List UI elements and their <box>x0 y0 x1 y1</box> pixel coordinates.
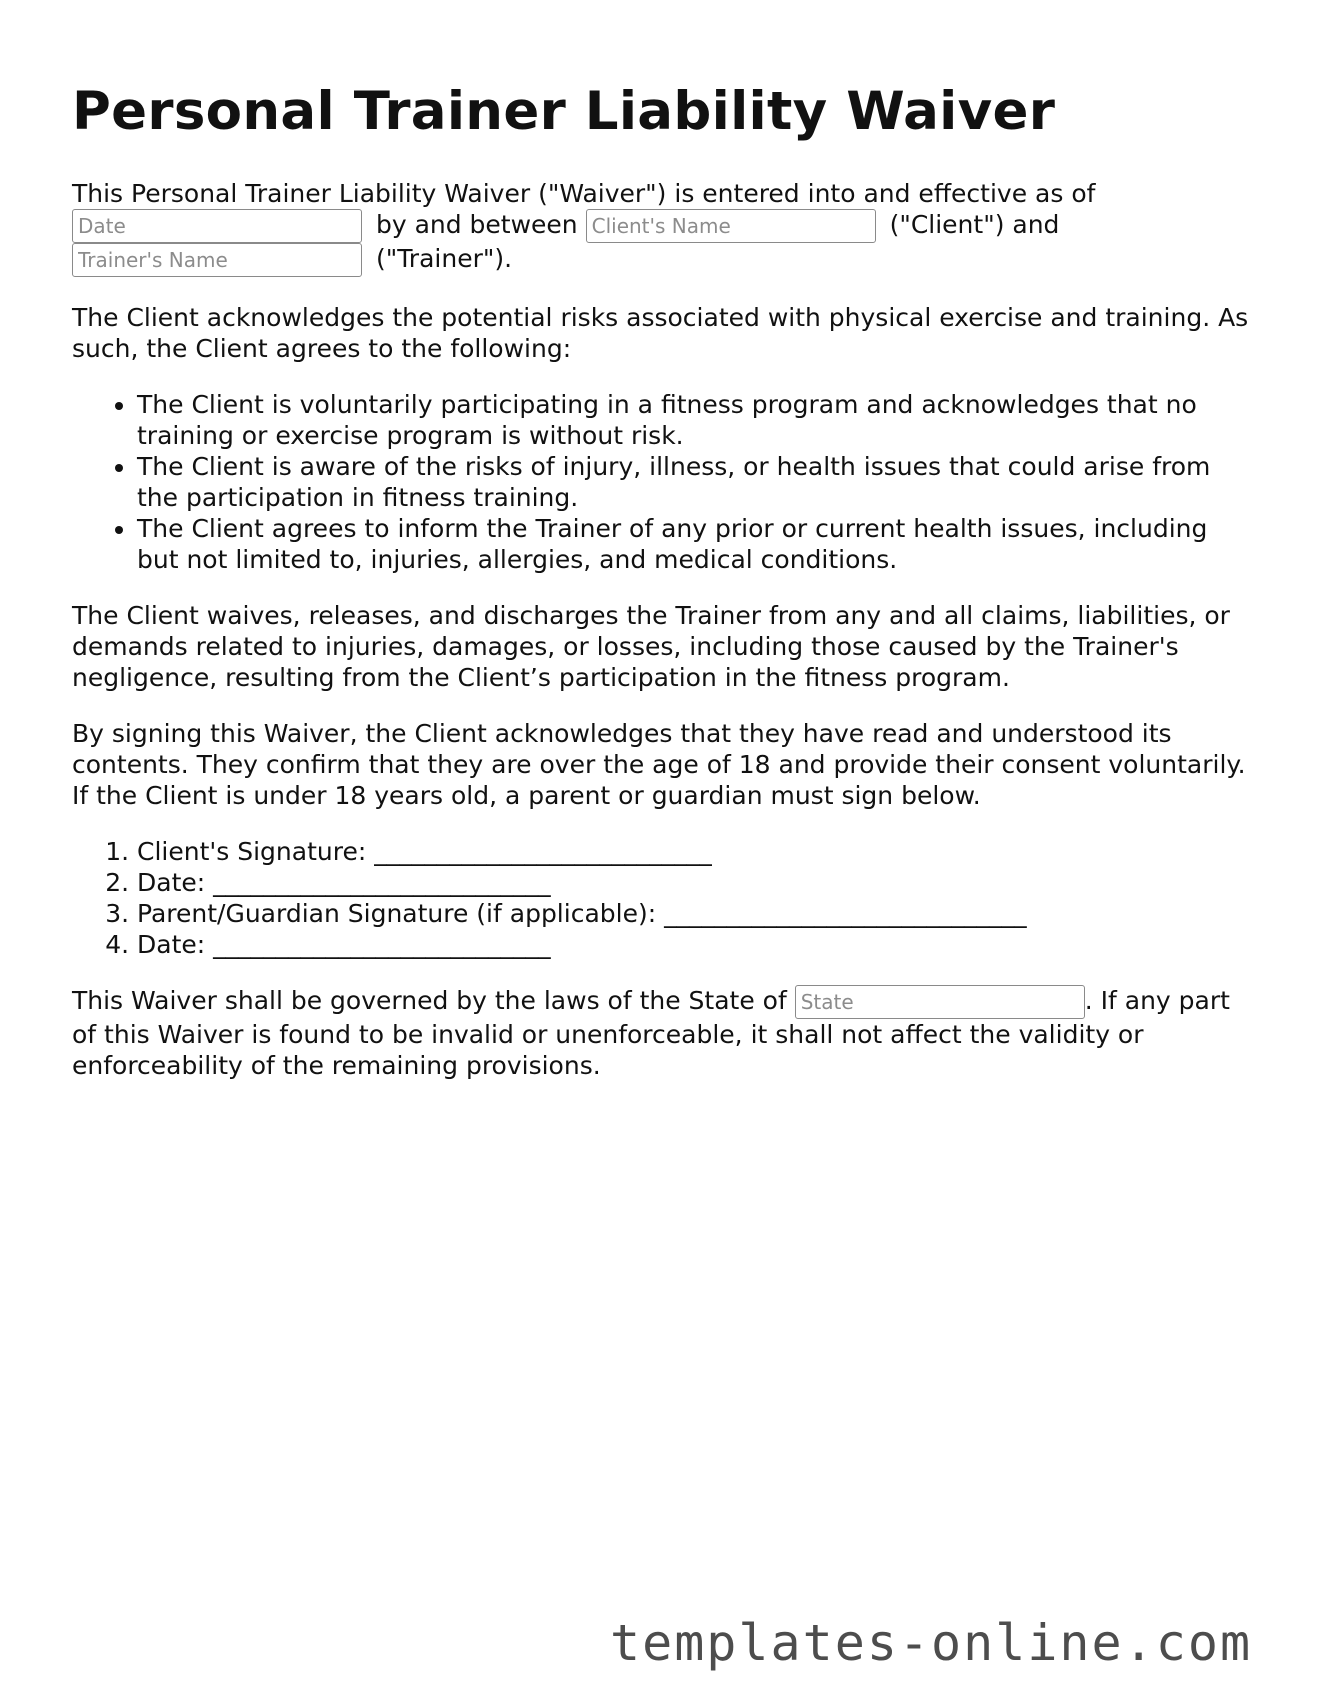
intro-text-2: by and between <box>375 209 578 239</box>
list-item: • The Client agrees to inform the Trainer of any prior or current health issues, including but not limited to, injuries, allergies, and medical conditions. <box>137 513 1252 575</box>
client-date-line: 2. Date: ___________________________ <box>137 867 1252 898</box>
trainer-name-input[interactable] <box>72 243 362 277</box>
governing-text-2: . If any part of this Waiver is found to be invalid or unenforceable, it shall not affect the validity or enforceability of the remaining provisions. <box>72 985 1230 1080</box>
guardian-date-line: 4. Date: ___________________________ <box>137 929 1252 960</box>
signature-list <box>72 836 1252 960</box>
acknowledgement-paragraph: The Client acknowledges the potential risks associated with physical exercise and training. As such, the Client agrees to the following: <box>72 302 1249 363</box>
watermark: templates-online.com <box>610 1614 1253 1672</box>
consent-paragraph: By signing this Waiver, the Client acknowledges that they have read and understood its contents. They confirm that they are over the age of 18 and provide their consent voluntarily. If the Client is under 18 years old, a parent or guardian must sign below. <box>72 718 1246 810</box>
release-paragraph: The Client waives, releases, and discharges the Trainer from any and all claims, liabilities, or demands related to injuries, damages, or losses, including those caused by the Trainer's negligence, resulting from the Client’s participation in the fitness program. <box>72 600 1230 692</box>
list-item: • The Client is voluntarily participating in a fitness program and acknowledges that no training or exercise program is without risk. <box>137 389 1252 451</box>
state-input[interactable] <box>795 985 1085 1019</box>
list-item: • The Client is aware of the risks of injury, illness, or health issues that could arise from the participation in fitness training. <box>137 451 1252 513</box>
intro-text-3: ("Client") and <box>889 209 1060 239</box>
intro-paragraph <box>72 178 1252 277</box>
governing-law-paragraph <box>72 985 1252 1081</box>
governing-text-1: This Waiver shall be governed by the laws of the State of <box>72 985 787 1015</box>
guardian-signature-line: 3. Parent/Guardian Signature (if applicable): _____________________________ <box>137 898 1252 929</box>
client-name-input[interactable] <box>586 209 876 243</box>
risk-list <box>72 389 1252 575</box>
intro-text-4: ("Trainer"). <box>375 243 513 273</box>
waiver-document <box>72 80 1252 1106</box>
date-input[interactable] <box>72 209 362 243</box>
client-signature-line: 1. Client's Signature: ___________________________ <box>137 836 1252 867</box>
page-title: Personal Trainer Liability Waiver <box>72 81 1056 142</box>
intro-text-1: This Personal Trainer Liability Waiver ("Waiver") is entered into and effective as of <box>72 178 1096 208</box>
